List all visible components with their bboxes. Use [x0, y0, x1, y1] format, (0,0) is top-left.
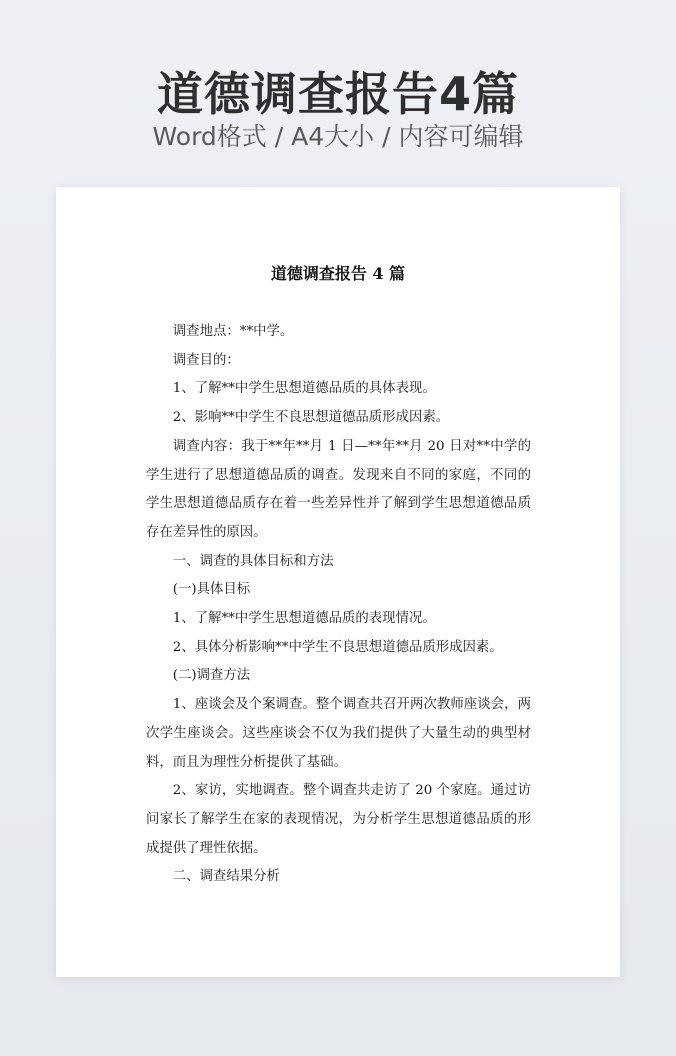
- paragraph: 1、了解**中学生思想道德品质的具体表现。: [172, 381, 436, 397]
- section-heading: 一、调查的具体目标和方法: [172, 553, 334, 569]
- document-title: 道德调查报告 4 篇: [270, 264, 406, 283]
- paragraph: 2、影响**中学生不良思想道德品质形成因素。: [172, 410, 450, 426]
- paragraph: 调查地点：**中学。: [172, 324, 294, 339]
- banner-title: 道德调查报告4篇: [156, 67, 519, 121]
- paragraph: 2、家访，实地调查。整个调查共走访了 20 个家庭。通过访问家长了解学生在家的表现情况，为分析学生思想道德品质的形成提供了理性依据。: [146, 783, 531, 856]
- paragraph: 1、座谈会及个案调查。整个调查共召开两次教师座谈会，两次学生座谈会。这些座谈会不仅为我们提供了大量生动的典型材料，而且为理性分析提供了基础。: [146, 697, 531, 770]
- banner-subtitle: Word格式 / A4大小 / 内容可编辑: [152, 122, 524, 151]
- subsection-heading: (一)具体目标: [172, 582, 251, 598]
- paragraph: 调查目的：: [172, 352, 240, 368]
- paragraph: 2、具体分析影响**中学生不良思想道德品质形成因素。: [172, 639, 503, 655]
- paragraph: 调查内容：我于**年**月 1 日—**年**月 20 日对**中学的学生进行了思想道德品质的调查。发现来自不同的家庭，不同的学生思想道德品质存在着一些差异性并了解到学生思想道德品质存在差异性的原因。: [146, 438, 531, 540]
- document-page: [56, 187, 620, 977]
- section-heading: 二、调查结果分析: [172, 869, 280, 885]
- subsection-heading: (二)调查方法: [172, 668, 251, 684]
- paragraph: 1、了解**中学生思想道德品质的表现情况。: [172, 611, 436, 627]
- document-body: [146, 318, 531, 892]
